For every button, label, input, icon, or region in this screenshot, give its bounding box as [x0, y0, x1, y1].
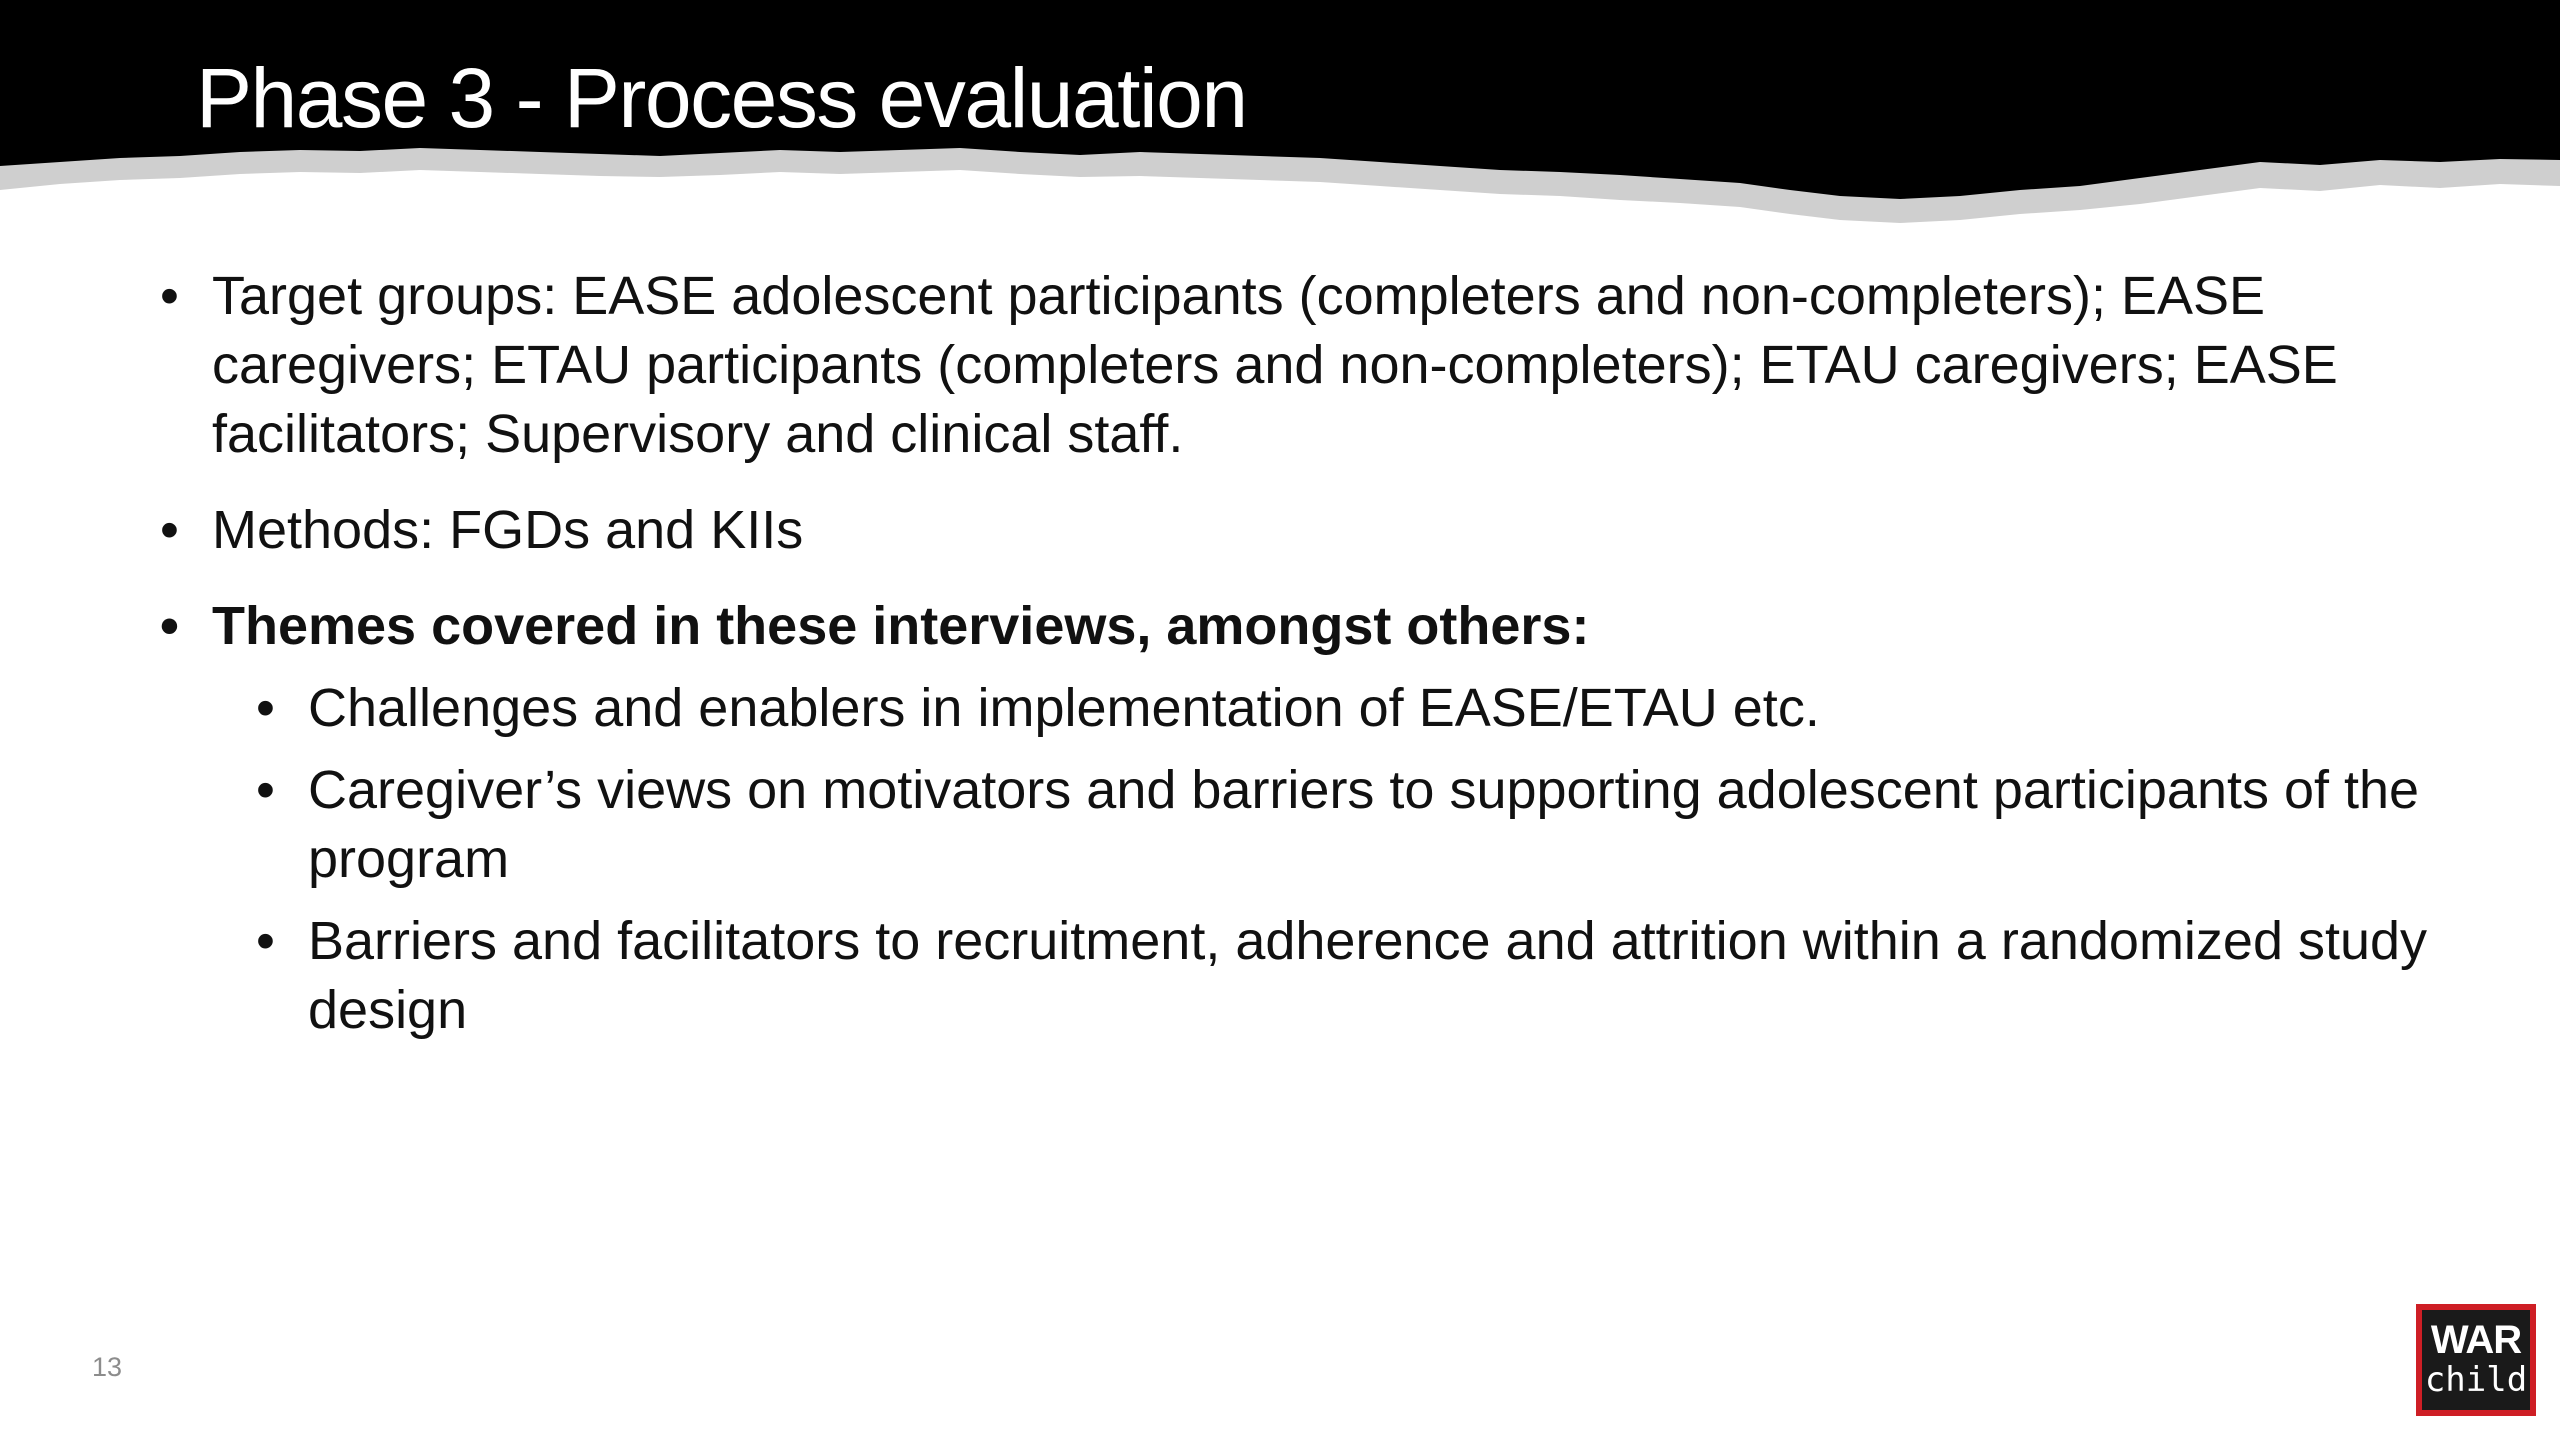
sub-bullet-challenges	[256, 674, 2500, 743]
sub-bullet-text: Barriers and facilitators to recruitment, adherence and attrition within a randomized study design	[308, 911, 2428, 1040]
bullet-text: Methods: FGDs and KIIs	[212, 500, 804, 560]
bullet-dot: •	[160, 266, 179, 326]
bullet-methods	[160, 496, 2500, 565]
bullet-dot: •	[160, 596, 179, 656]
slide-content	[160, 262, 2500, 1058]
bullet-target-groups	[160, 262, 2500, 469]
bullet-dot: •	[256, 760, 275, 820]
logo-text-child: child	[2424, 1360, 2528, 1401]
bullet-text: Target groups: EASE adolescent participants (completers and non-completers); EASE caregivers; ETAU participants (completers and non-completers); ETAU caregivers; EASE facilitators; Supervisory and clinical staff.	[212, 266, 2338, 464]
bullet-text: Themes covered in these interviews, amongst others:	[212, 596, 1590, 656]
sub-bullet-caregiver-views	[256, 756, 2500, 894]
sub-bullet-text: Caregiver’s views on motivators and barriers to supporting adolescent participants of the program	[308, 760, 2420, 889]
bullet-dot: •	[160, 500, 179, 560]
themes-sub-list	[160, 674, 2500, 1045]
war-child-logo	[2416, 1304, 2536, 1416]
sub-bullet-barriers	[256, 907, 2500, 1045]
sub-bullet-text: Challenges and enablers in implementation of EASE/ETAU etc.	[308, 678, 1820, 738]
logo-text-war: WAR	[2430, 1318, 2522, 1363]
slide-title: Phase 3 - Process evaluation	[196, 51, 1247, 145]
slide-number: 13	[92, 1352, 123, 1382]
bullet-dot: •	[256, 911, 275, 971]
bullet-dot: •	[256, 678, 275, 738]
bullet-themes	[160, 592, 2500, 661]
logo-inner	[2422, 1310, 2530, 1410]
